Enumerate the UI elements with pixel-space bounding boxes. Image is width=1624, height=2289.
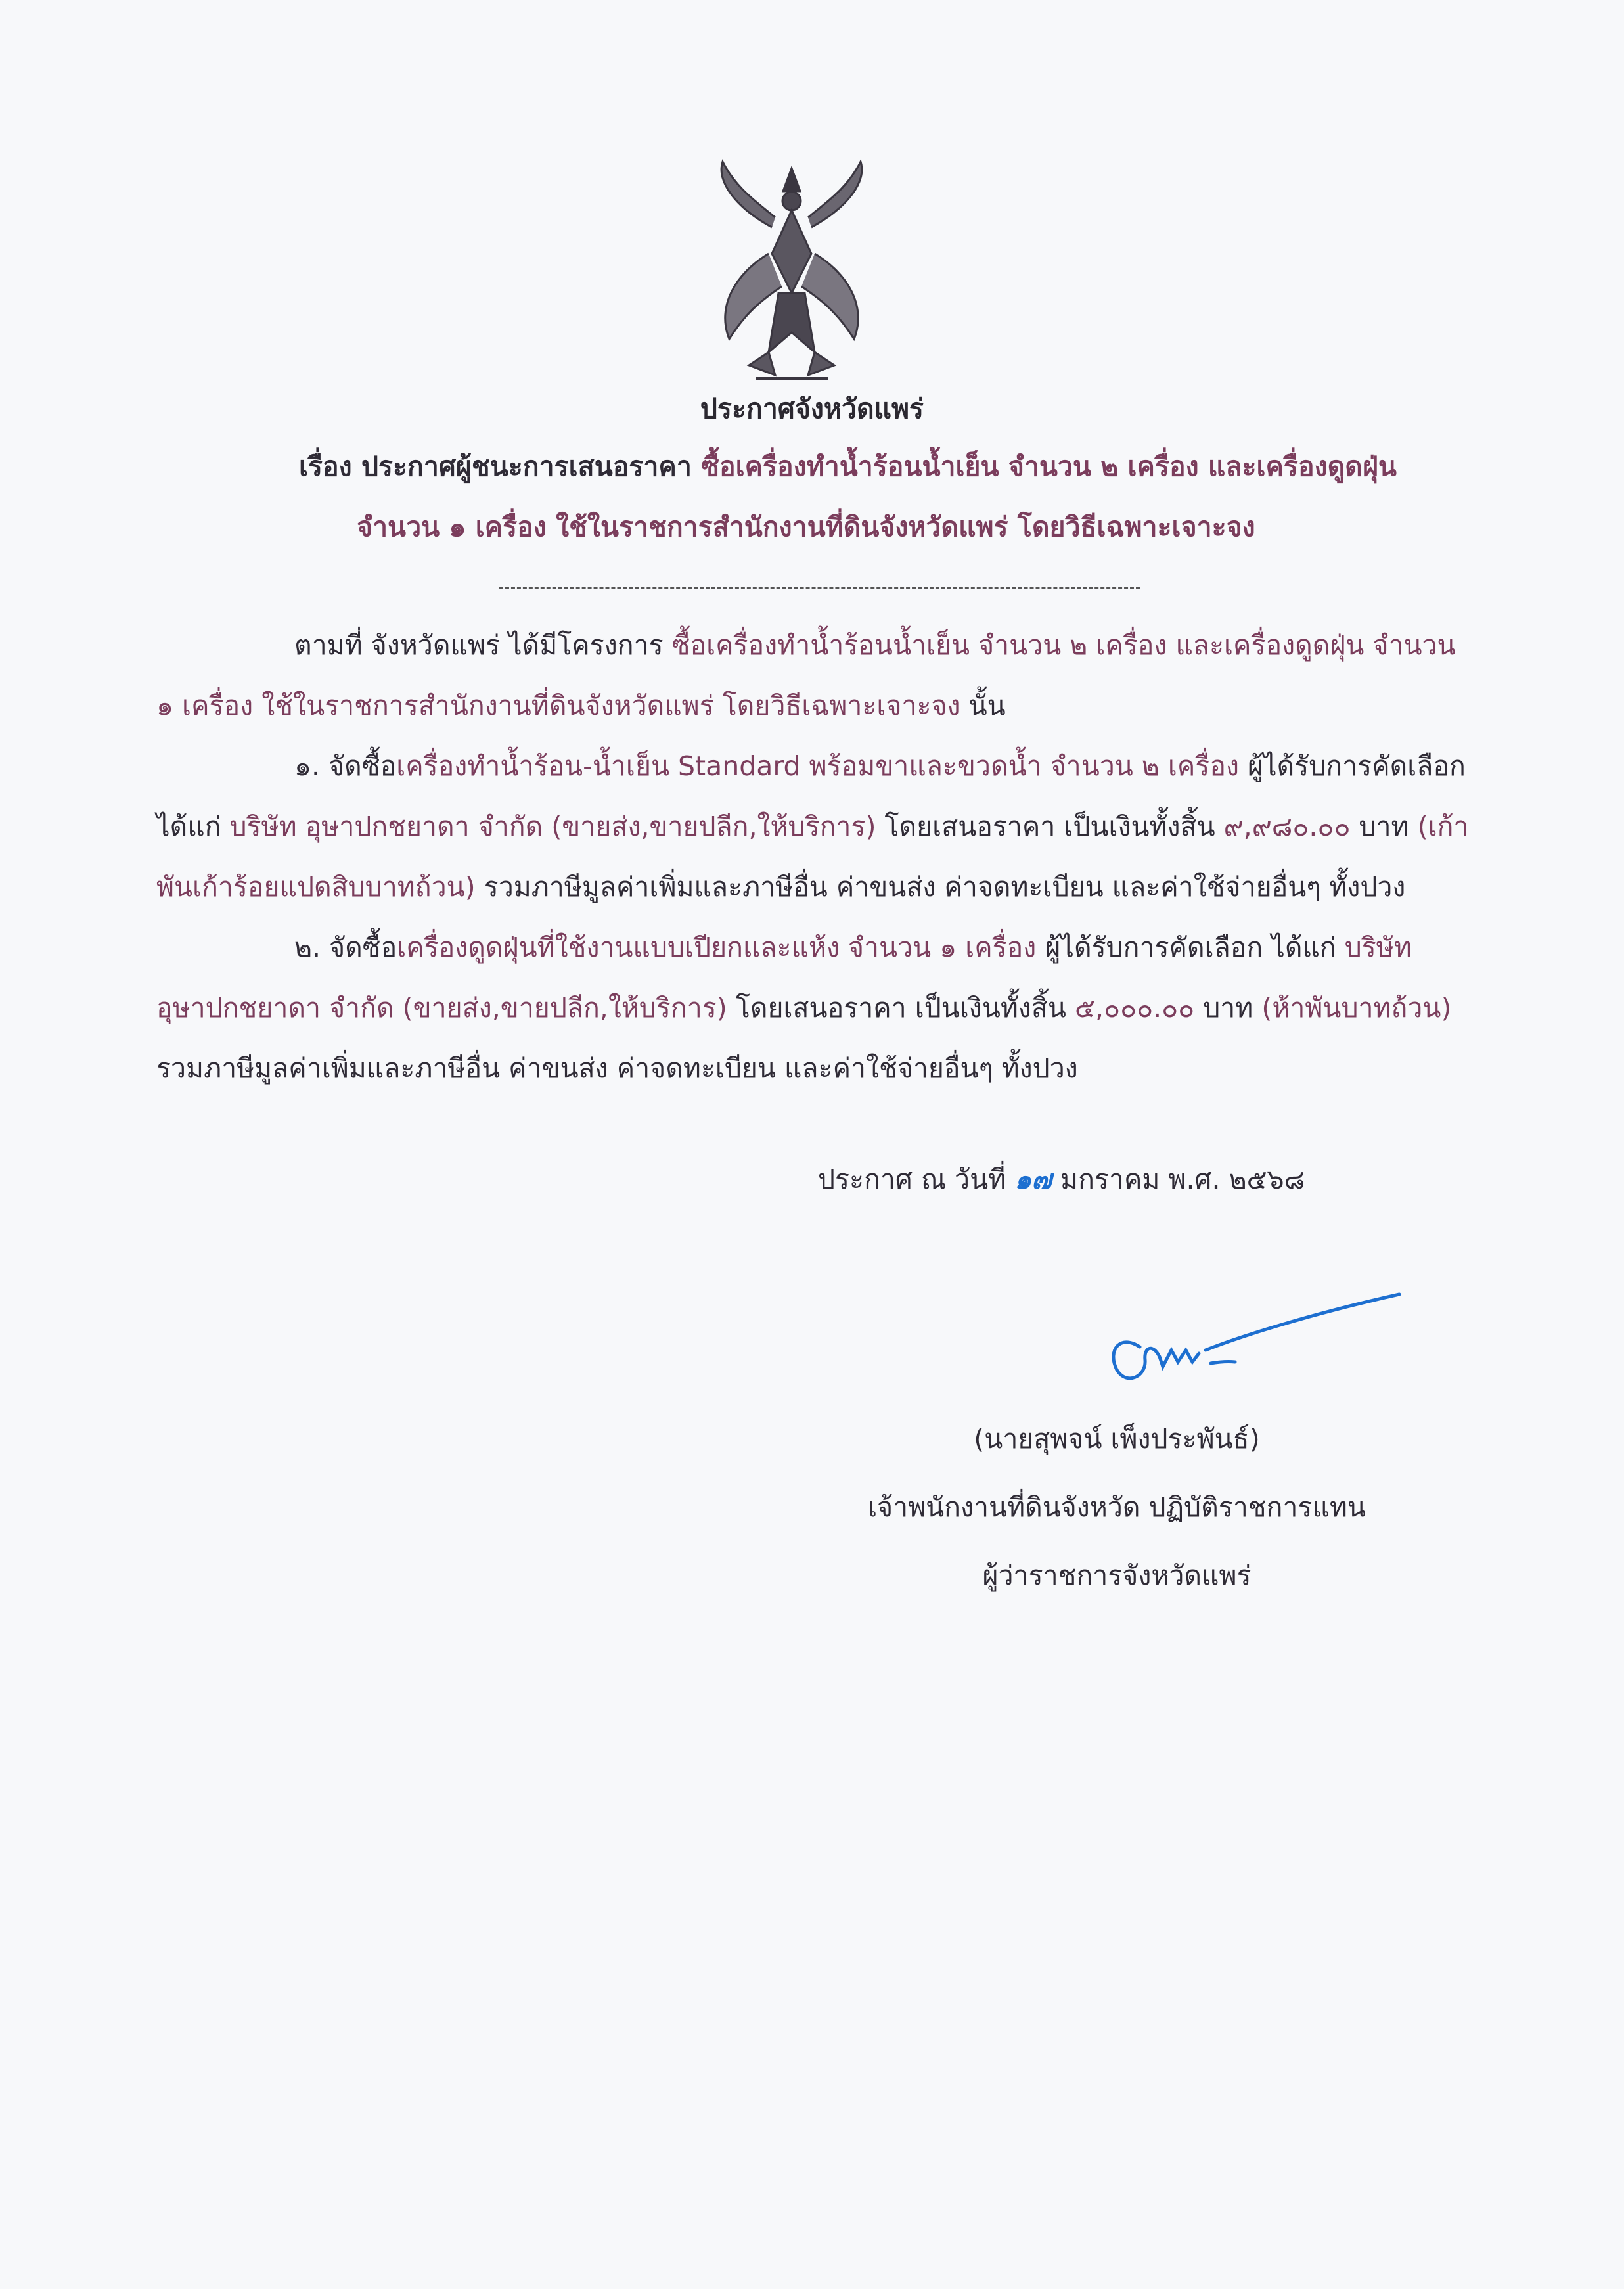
signer-name: (นายสุพจน์ เพ็งประพันธ์)	[974, 1423, 1260, 1455]
item1-price-label: โดยเสนอราคา เป็นเงินทั้งสิ้น	[876, 811, 1224, 842]
item2-price: ๕,๐๐๐.๐๐	[1074, 992, 1195, 1024]
item1-line-3	[156, 871, 1406, 903]
intro-line-1	[294, 629, 1456, 661]
item1-vendor: บริษัท อุษาปกชยาดา จำกัด (ขายส่ง,ขายปลีก,ให้บริการ)	[229, 811, 876, 842]
intro-highlight-2: ๑ เครื่อง ใช้ในราชการสำนักงานที่ดินจังหวัดแพร่ โดยวิธีเฉพาะเจาะจง	[156, 690, 960, 721]
date-prefix: ประกาศ ณ วันที่	[818, 1164, 1015, 1195]
item1-product: เครื่องทำน้ำร้อน-น้ำเย็น Standard พร้อมขาและขวดน้ำ จำนวน ๒ เครื่อง	[396, 750, 1239, 782]
item2-line-2	[156, 992, 1452, 1024]
item2-baht: บาท	[1194, 992, 1262, 1024]
item1-price: ๙,๙๘๐.๐๐	[1223, 811, 1351, 842]
divider	[499, 587, 1140, 589]
date-day: ๑๗	[1014, 1164, 1052, 1195]
subject-highlight: ซื้อเครื่องทำน้ำร้อนน้ำเย็น จำนวน ๒ เครื่อง และเครื่องดูดฝุ่น	[701, 451, 1397, 482]
garuda-emblem	[710, 155, 874, 388]
subject-prefix: เรื่อง ประกาศผู้ชนะการเสนอราคา	[299, 451, 702, 482]
item2-line-1	[294, 934, 1412, 961]
page-title: ประกาศจังหวัดแพร่	[700, 393, 924, 424]
item1-price-words: (เก้า	[1417, 811, 1469, 842]
announcement-date	[818, 1166, 1305, 1193]
item2-line-3: รวมภาษีมูลค่าเพิ่มและภาษีอื่น ค่าขนส่ง ค่าจดทะเบียน และค่าใช้จ่ายอื่นๆ ทั้งปวง	[156, 1053, 1078, 1084]
subject-line-2: จำนวน ๑ เครื่อง ใช้ในราชการสำนักงานที่ดินจังหวัดแพร่ โดยวิธีเฉพาะเจาะจง	[357, 511, 1255, 543]
intro-line-2	[156, 692, 1006, 719]
item2-vendor: บริษัท	[1344, 932, 1412, 963]
item1-number: ๑. จัดซื้อ	[294, 750, 397, 782]
signer-position-2: ผู้ว่าราชการจังหวัดแพร่	[982, 1560, 1252, 1591]
item2-product: เครื่องดูดฝุ่นที่ใช้งานแบบเปียกและแห้ง จำนวน ๑ เครื่อง	[397, 932, 1037, 963]
handwritten-signature	[1094, 1284, 1422, 1399]
intro-highlight: ซื้อเครื่องทำน้ำร้อนน้ำเย็น จำนวน ๒ เครื่อง และเครื่องดูดฝุ่น จำนวน	[671, 629, 1456, 661]
item2-price-words: (ห้าพันบาทถ้วน)	[1261, 992, 1452, 1024]
item2-vendor-2: อุษาปกชยาดา จำกัด (ขายส่ง,ขายปลีก,ให้บริการ)	[156, 992, 727, 1024]
item1-line-1	[294, 750, 1466, 782]
item1-tax: รวมภาษีมูลค่าเพิ่มและภาษีอื่น ค่าขนส่ง ค่าจดทะเบียน และค่าใช้จ่ายอื่นๆ ทั้งปวง	[475, 871, 1406, 903]
item1-line-2	[156, 813, 1468, 840]
item2-price-label: โดยเสนอราคา เป็นเงินทั้งสิ้น	[727, 992, 1075, 1024]
item1-price-words-2: พันเก้าร้อยแปดสิบบาทถ้วน)	[156, 871, 476, 903]
item1-vendor-label: ได้แก่	[156, 811, 230, 842]
item2-text: ผู้ได้รับการคัดเลือก ได้แก่	[1036, 932, 1345, 963]
intro-prefix: ตามที่ จังหวัดแพร่ ได้มีโครงการ	[294, 629, 672, 661]
item1-baht: บาท	[1350, 811, 1418, 842]
date-suffix: มกราคม พ.ศ. ๒๕๖๘	[1052, 1164, 1305, 1195]
item2-number: ๒. จัดซื้อ	[294, 932, 397, 963]
signer-position: เจ้าพนักงานที่ดินจังหวัด ปฏิบัติราชการแทน	[868, 1491, 1366, 1523]
intro-suffix: นั้น	[960, 690, 1006, 721]
subject-line-1	[299, 453, 1397, 480]
item1-text: ผู้ได้รับการคัดเลือก	[1238, 750, 1466, 782]
